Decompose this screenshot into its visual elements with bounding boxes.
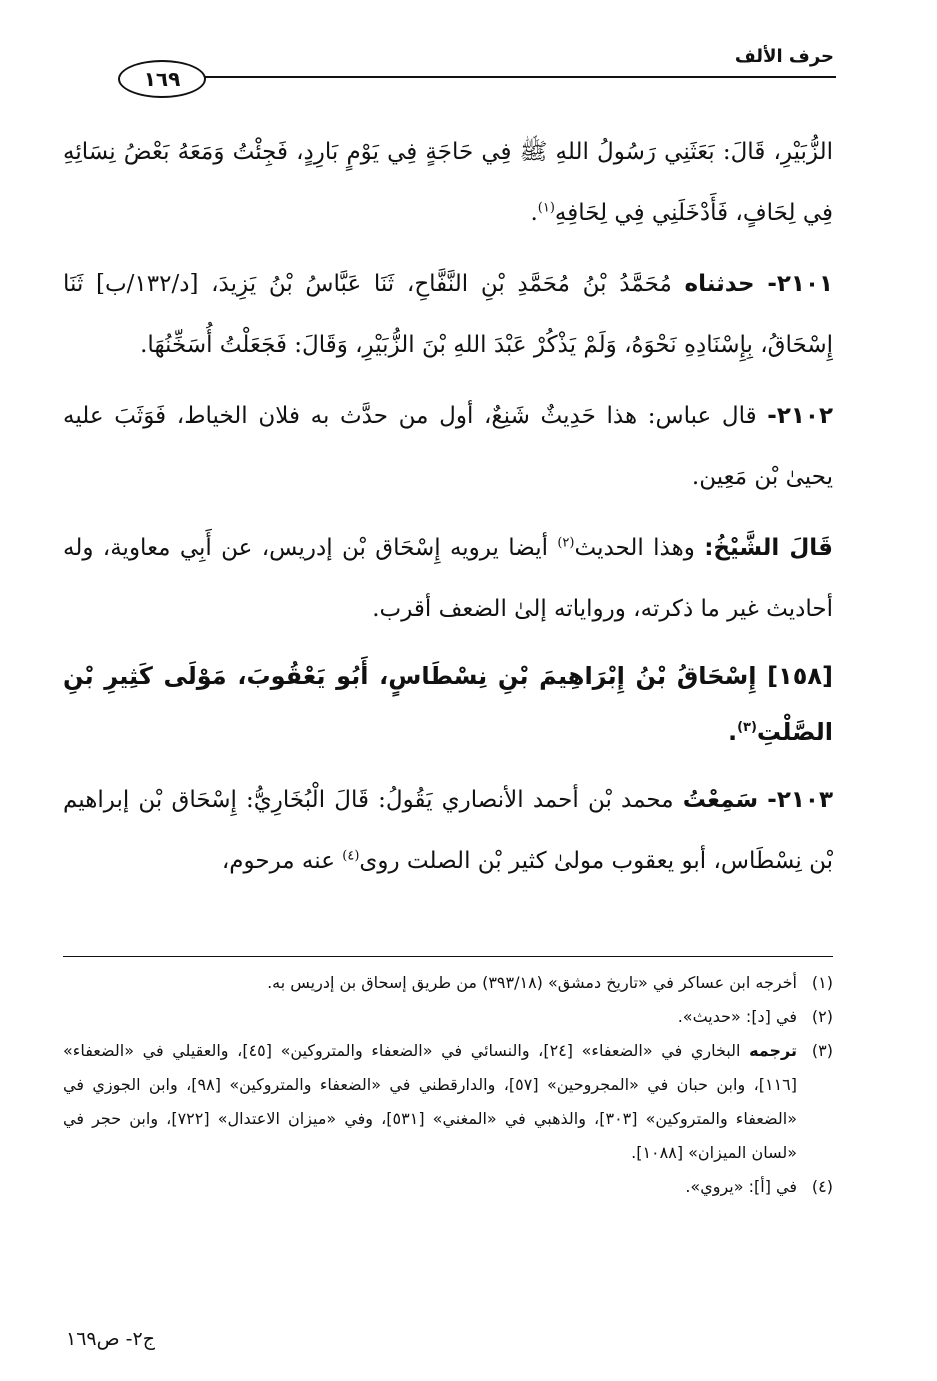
- footnote-1: [63, 966, 833, 1000]
- paragraph-text: الزُّبَيْرِ، قَالَ: بَعَثَنِي رَسُولُ اللهِ ﷺ فِي حَاجَةٍ فِي يَوْمٍ بَارِدٍ، فَجِئْتُ وَمَعَهُ بَعْضُ نِسَائِهِ فِي لِحَافٍ، فَأَدْخَلَنِي فِي لِحَافِهِ: [63, 139, 833, 226]
- header-rule: [192, 76, 836, 78]
- remark-text-cont: أيضا يرويه إِسْحَاق بْن إدريس، عن أَبِي معاوية، وله أحاديث غير ما ذكرته، ورواياته إلىٰ الضعف أقرب.: [63, 535, 833, 622]
- hadith-text: محمد بْن أحمد الأنصاري يَقُولُ: قَالَ الْبُخَارِيُّ: إِسْحَاق بْن إبراهيم بْن نِسْطَاس، أبو يعقوب مولىٰ كثير بْن الصلت روى: [63, 787, 833, 874]
- paragraph-end: .: [530, 200, 538, 226]
- hadith-keyword: سَمِعْتُ: [682, 787, 759, 813]
- footnote-text: البخاري في «الضعفاء» [٢٤]، والنسائي في «الضعفاء والمتروكين» [٤٥]، والعقيلي في «الضعفاء» [١١٦]، وابن حبان في «المجروحين» [٥٧]، والدارقطني في «الضعفاء والمتروكين» [٩٨]، وابن الجوزي في «الضعفاء والمتروكين» [٣٠٣]، والذهبي في «المغني» [٥٣١]، وفي «ميزان الاعتدال» [٧٢٢]، وابن حجر في «لسان الميزان» [١٠٨٨].: [63, 1041, 798, 1162]
- entry-title-text: [١٥٨] إِسْحَاقُ بْنُ إِبْرَاهِيمَ بْنِ نِسْطَاسٍ، أَبُو يَعْقُوبَ، مَوْلَى كَثِيرِ بْنِ الصَّلْتِ: [63, 662, 833, 746]
- footnote-number: (٤): [811, 1177, 833, 1196]
- remark-keyword: قَالَ الشَّيْخُ:: [704, 535, 833, 561]
- footnote-text: في [د]: «حديث».: [677, 1007, 797, 1026]
- main-text: [63, 122, 833, 902]
- paragraph-continuation: [63, 122, 833, 244]
- hadith-text: مُحَمَّدُ بْنُ مُحَمَّدِ بْنِ النَّفَّاحِ، ثَنَا عَبَّاسُ بْنُ يَزِيدَ، [د/١٣٢/ب] ثَنَا إِسْحَاقُ، بِإِسْنَادِهِ نَحْوَهُ، وَلَمْ يَذْكُرْ عَبْدَ اللهِ بْنَ الزُّبَيْرِ، وَقَالَ: فَجَعَلْتُ أُسَخِّنُهَا.: [63, 271, 833, 358]
- entry-title-end: .: [727, 718, 738, 746]
- hadith-text: قال عباس: هذا حَدِيثٌ شَنِعٌ، أول من حدَّث به فلان الخياط، فَوَثَبَ عليه يحيىٰ بْن مَعِين.: [63, 403, 833, 490]
- footnotes: [63, 966, 833, 1204]
- footnote-ref: (١): [537, 200, 555, 216]
- footnote-number: (٣): [811, 1041, 833, 1060]
- remark-text: وهذا الحديث: [574, 535, 695, 561]
- footnote-lead: ترجمه: [749, 1041, 797, 1060]
- hadith-text-cont: عنه مرحوم،: [221, 848, 335, 874]
- hadith-number: ٢١٠٢-: [767, 403, 833, 429]
- hadith-2103: [63, 770, 833, 892]
- footnote-separator: [63, 956, 833, 957]
- volume-page-reference: ج٢- ص١٦٩: [66, 1328, 155, 1350]
- footnote-ref: (٤): [342, 848, 360, 864]
- page-number: ١٦٩: [143, 67, 181, 91]
- footnote-4: [63, 1170, 833, 1204]
- footnote-text: أخرجه ابن عساكر في «تاريخ دمشق» (٣٩٣/١٨) من طريق إسحاق بن إدريس به.: [267, 973, 797, 992]
- footnote-ref: (٢): [557, 535, 575, 551]
- footnote-3: [63, 1034, 833, 1170]
- hadith-2102: [63, 386, 833, 508]
- sheikh-remark: [63, 518, 833, 640]
- hadith-2101: [63, 254, 833, 376]
- footnote-number: (١): [811, 973, 833, 992]
- biography-entry-title: [63, 650, 833, 758]
- hadith-number: ٢١٠٣-: [767, 787, 833, 813]
- hadith-keyword: حدثناه: [684, 271, 755, 297]
- footnote-text: في [أ]: «يروي».: [685, 1177, 797, 1196]
- footnote-ref: (٣): [737, 720, 757, 735]
- footnote-2: [63, 1000, 833, 1034]
- page-number-badge: [118, 60, 206, 98]
- footnote-number: (٢): [811, 1007, 833, 1026]
- running-head: حرف الألف: [734, 46, 834, 67]
- page-header: [66, 44, 836, 104]
- hadith-number: ٢١٠١-: [767, 271, 834, 297]
